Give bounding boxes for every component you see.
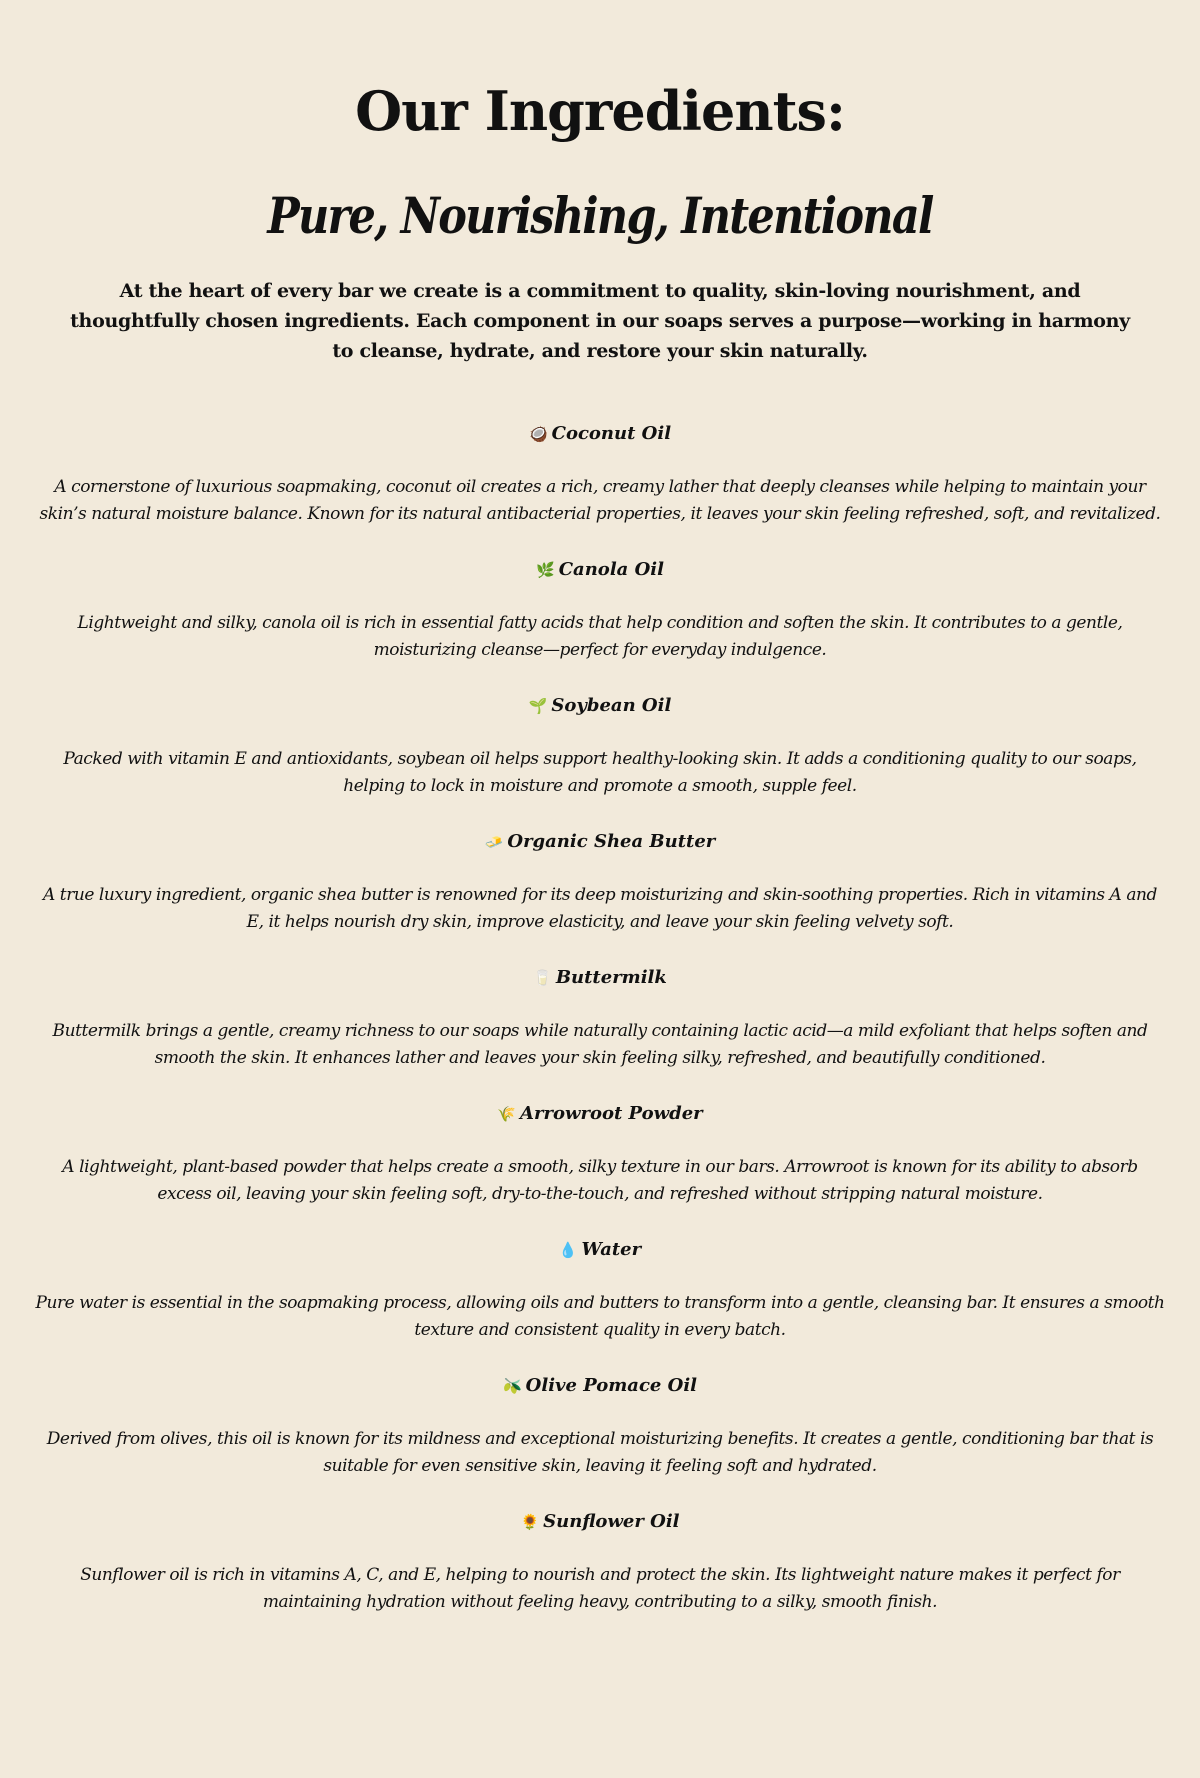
seedling-icon: 🌱 <box>528 697 548 715</box>
ingredient-name <box>35 692 1165 720</box>
sunflower-icon: 🌻 <box>520 1513 540 1531</box>
ingredient-description: Derived from olives, this oil is known for its mildness and exceptional moisturizing benefits. It creates a gentle, conditioning bar that is suitable for even sensitive skin, leaving it feeling soft and hydrated. <box>46 1429 1154 1476</box>
page-subtitle: Pure, Nourishing, Intentional <box>267 186 933 245</box>
ingredient-name-text: Arrowroot Powder <box>520 1103 703 1124</box>
ingredient-description: A cornerstone of luxurious soapmaking, coconut oil creates a rich, creamy lather that deeply cleanses while helping to maintain your skin’s natural moisture balance. Known for its natural antibacterial properties, it leaves your skin feeling refreshed, soft, and revitalized. <box>39 477 1161 524</box>
ingredient-description: Buttermilk brings a gentle, creamy richness to our soaps while naturally containing lactic acid—a mild exfoliant that helps soften and smooth the skin. It enhances lather and leaves your skin feeling silky, refreshed, and beautifully conditioned. <box>52 1021 1148 1068</box>
ingredient-name <box>35 556 1165 584</box>
intro-paragraph: At the heart of every bar we create is a commitment to quality, skin-loving nourishment, and thoughtfully chosen ingredients. Each component in our soaps serves a purpose—working in harmony to cleanse, hydrate, and restore your skin naturally. <box>70 280 1130 362</box>
ingredient-description: Lightweight and silky, canola oil is rich in essential fatty acids that help condition and soften the skin. It contributes to a gentle, moisturizing cleanse—perfect for everyday indulgence. <box>77 613 1123 660</box>
butter-icon: 🧈 <box>484 833 504 851</box>
ingredient-name-text: Canola Oil <box>558 559 664 580</box>
ingredient-name <box>35 1508 1165 1536</box>
herb-icon: 🌿 <box>536 561 555 579</box>
ingredient-arrowroot-powder <box>35 1100 1165 1208</box>
ingredient-name-text: Buttermilk <box>555 967 667 988</box>
ingredient-name-text: Sunflower Oil <box>543 1511 680 1532</box>
milk-glass-icon: 🥛 <box>533 969 552 987</box>
ingredient-sunflower-oil <box>35 1508 1165 1616</box>
ingredient-name-text: Olive Pomace Oil <box>525 1375 698 1396</box>
ingredient-description: A true luxury ingredient, organic shea butter is renowned for its deep moisturizing and skin-soothing properties. Rich in vitamins A and E, it helps nourish dry skin, improve elasticity, and leave your skin feeling velvety soft. <box>43 885 1157 932</box>
grain-icon: 🌾 <box>497 1105 517 1123</box>
ingredient-name-text: Coconut Oil <box>551 423 672 444</box>
ingredient-list <box>35 420 1165 1616</box>
ingredient-description: Pure water is essential in the soapmaking process, allowing oils and butters to transform into a gentle, cleansing bar. It ensures a smooth texture and consistent quality in every batch. <box>35 1293 1165 1340</box>
ingredient-name <box>35 964 1165 992</box>
ingredient-name-text: Soybean Oil <box>551 695 672 716</box>
ingredient-water <box>35 1236 1165 1344</box>
ingredient-description: Packed with vitamin E and antioxidants, soybean oil helps support healthy-looking skin. It adds a conditioning quality to our soaps, helping to lock in moisture and promote a smooth, supple feel. <box>63 749 1137 796</box>
ingredient-buttermilk <box>35 964 1165 1072</box>
ingredient-description: A lightweight, plant-based powder that helps create a smooth, silky texture in our bars. Arrowroot is known for its ability to absorb excess oil, leaving your skin feeling soft, dry-to-the-touch, and refreshed without stripping natural moisture. <box>62 1157 1138 1204</box>
ingredient-organic-shea-butter <box>35 828 1165 936</box>
coconut-icon: 🥥 <box>528 425 548 443</box>
ingredient-name <box>35 828 1165 856</box>
ingredient-soybean-oil <box>35 692 1165 800</box>
olive-icon: 🫒 <box>502 1377 522 1395</box>
ingredient-canola-oil <box>35 556 1165 664</box>
ingredient-name-text: Organic Shea Butter <box>507 831 716 852</box>
ingredient-olive-pomace-oil <box>35 1372 1165 1480</box>
ingredient-description: Sunflower oil is rich in vitamins A, C, and E, helping to nourish and protect the skin. Its lightweight nature makes it perfect for maintaining hydration without feeling heavy, contributing to a silky, smooth finish. <box>80 1565 1120 1612</box>
page-title: Our Ingredients: <box>355 79 845 143</box>
ingredient-name <box>35 1236 1165 1264</box>
ingredient-name-text: Water <box>581 1239 642 1260</box>
water-drop-icon: 💧 <box>558 1241 578 1259</box>
ingredient-name <box>35 1100 1165 1128</box>
ingredient-coconut-oil <box>35 420 1165 528</box>
ingredient-name <box>35 1372 1165 1400</box>
ingredient-name <box>35 420 1165 448</box>
